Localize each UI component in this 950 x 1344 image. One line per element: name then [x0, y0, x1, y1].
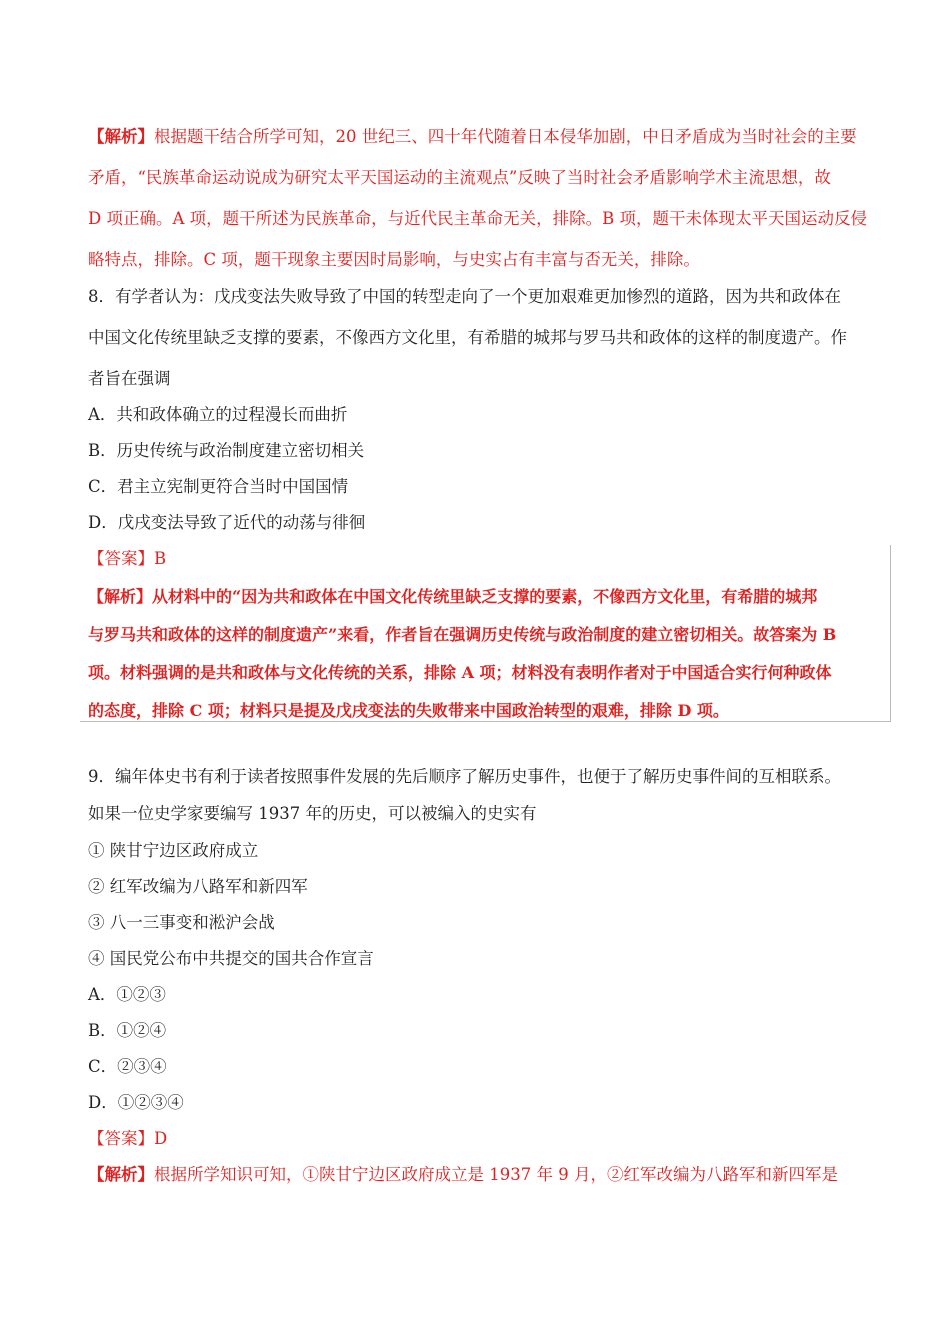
q7-analysis-line-1: 【解析】根据题干结合所学可知，20 世纪三、四十年代随着日本侵华加剧，中日矛盾成为当时社会的主要	[88, 127, 857, 146]
q8-stem-line-3: 者旨在强调	[88, 369, 171, 388]
q8-analysis-line-3: 项。材料强调的是共和政体与文化传统的关系，排除 A 项；材料没有表明作者对于中国适合实行何种政体	[88, 663, 832, 682]
q9-stem-line-1: 9．编年体史书有利于读者按照事件发展的先后顺序了解历史事件，也便于了解历史事件间的互相联系。	[88, 767, 841, 786]
q9-item-3: ③ 八一三事变和淞沪会战	[88, 913, 275, 932]
q9-item-2: ② 红军改编为八路军和新四军	[88, 877, 308, 896]
q9-option-c: C．②③④	[88, 1057, 167, 1076]
q8-option-c: C．君主立宪制更符合当时中国国情	[88, 477, 349, 496]
q8-stem-line-2: 中国文化传统里缺乏支撑的要素，不像西方文化里，有希腊的城邦与罗马共和政体的这样的制度遗产。作	[88, 328, 847, 347]
analysis-tag: 【解析】	[88, 127, 154, 146]
q7-analysis-line-3: D 项正确。A 项，题干所述为民族革命，与近代民主革命无关，排除。B 项，题干未体现太平天国运动反侵	[88, 209, 868, 228]
q9-option-b: B．①②④	[88, 1021, 167, 1040]
q8-option-a: A．共和政体确立的过程漫长而曲折	[88, 405, 348, 424]
q9-option-a: A．①②③	[88, 985, 166, 1004]
q8-analysis-line-1: 【解析】从材料中的“因为共和政体在中国文化传统里缺乏支撑的要素，不像西方文化里，有希腊的城邦	[88, 587, 818, 606]
q9-item-1: ① 陕甘宁边区政府成立	[88, 841, 259, 860]
q9-option-d: D．①②③④	[88, 1093, 184, 1112]
q8-analysis-line-2: 与罗马共和政体的这样的制度遗产”来看，作者旨在强调历史传统与政治制度的建立密切相关。故答案为 B	[88, 625, 837, 644]
q7-analysis-line-4: 略特点，排除。C 项，题干现象主要因时局影响，与史实占有丰富与否无关，排除。	[88, 250, 700, 269]
q8-option-d: D．戊戌变法导致了近代的动荡与徘徊	[88, 513, 366, 532]
analysis-tag: 【解析】	[88, 1165, 154, 1184]
q9-analysis-line-1: 【解析】根据所学知识可知，①陕甘宁边区政府成立是 1937 年 9 月，②红军改编为八路军和新四军是	[88, 1165, 838, 1184]
q8-option-b: B．历史传统与政治制度建立密切相关	[88, 441, 365, 460]
q9-answer: 【答案】D	[88, 1129, 168, 1148]
q9-stem-line-2: 如果一位史学家要编写 1937 年的历史，可以被编入的史实有	[88, 804, 537, 823]
q8-answer: 【答案】B	[88, 549, 167, 568]
q7-analysis-line-2: 矛盾，“民族革命运动说成为研究太平天国运动的主流观点”反映了当时社会矛盾影响学术主流思想，故	[88, 168, 831, 187]
q8-stem-line-1: 8．有学者认为：戊戌变法失败导致了中国的转型走向了一个更加艰难更加惨烈的道路，因为共和政体在	[88, 287, 841, 306]
q9-item-4: ④ 国民党公布中共提交的国共合作宣言	[88, 949, 374, 968]
q8-analysis-line-4: 的态度，排除 C 项；材料只是提及戊戌变法的失败带来中国政治转型的艰难，排除 D 项。	[88, 701, 729, 720]
